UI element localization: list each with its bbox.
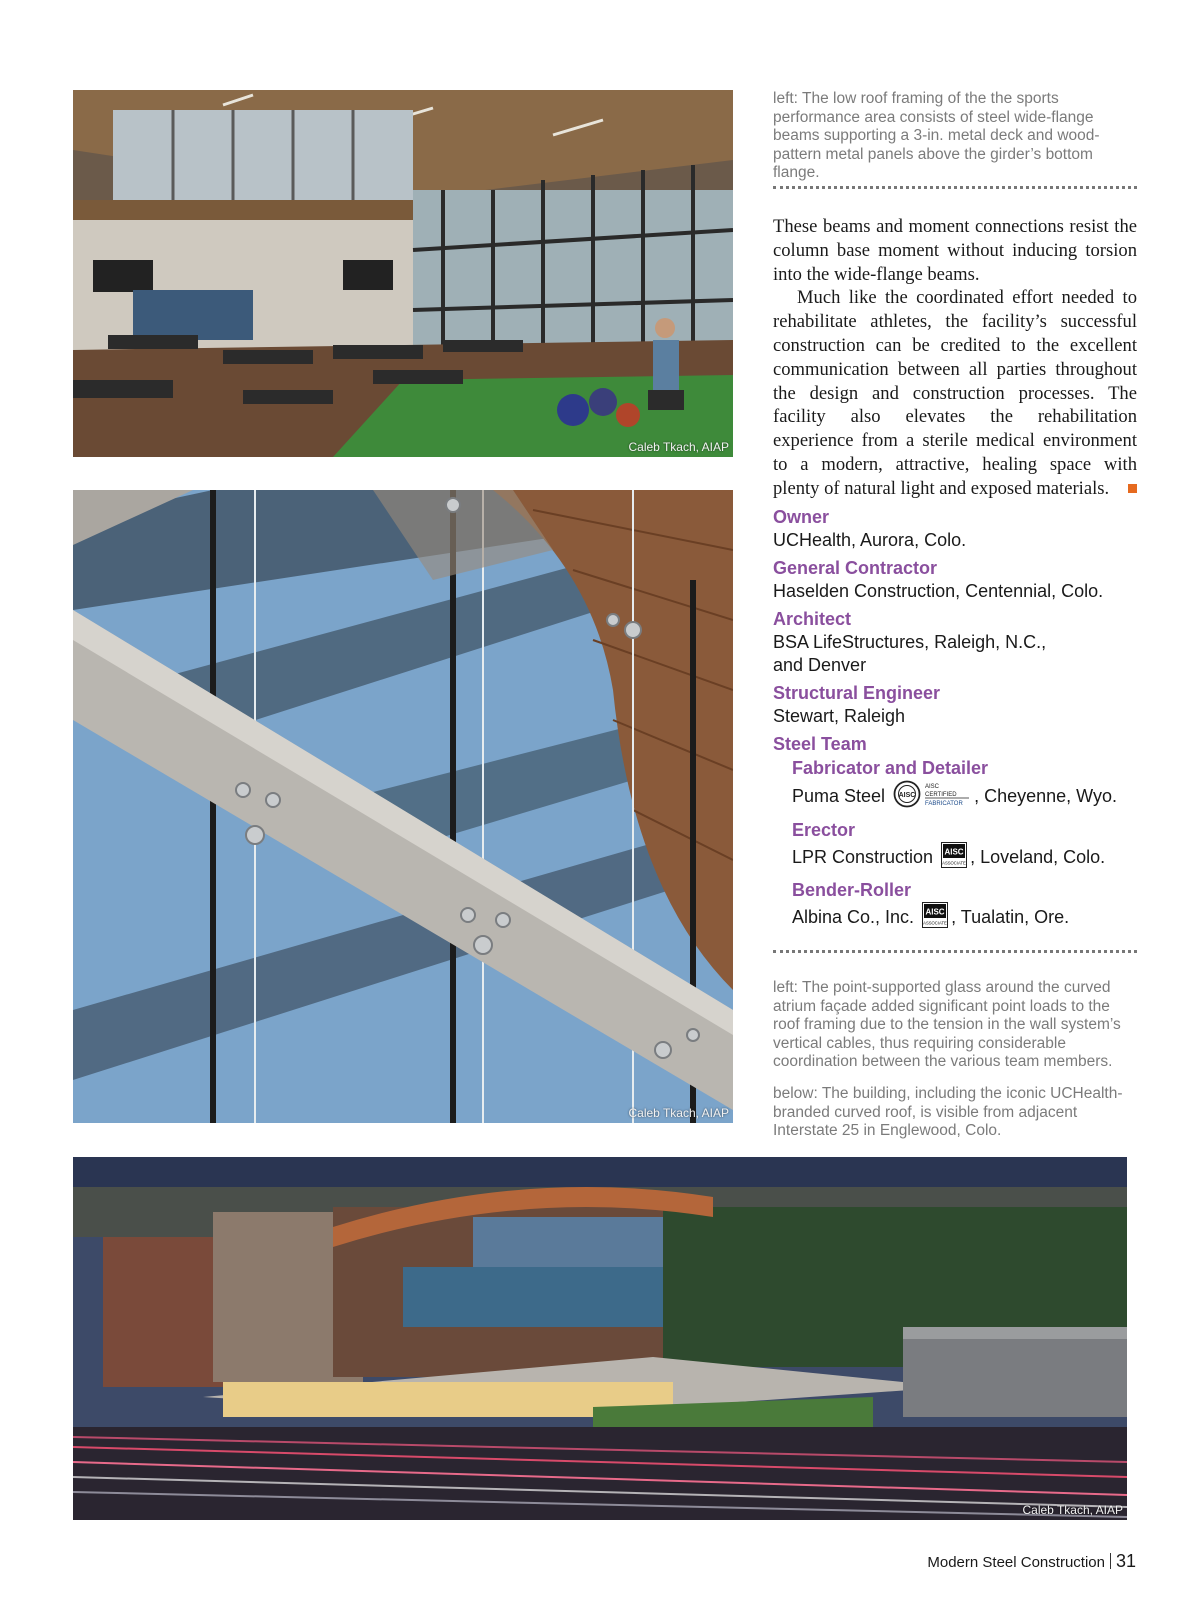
role-label: Steel Team	[773, 734, 867, 754]
team-member	[792, 780, 1153, 814]
page-number: 31	[1115, 1551, 1136, 1571]
caption-bottom: below: The building, including the iconic UCHealth-branded curved roof, is visible from adjacent Interstate 25 in Englewood, Colo.	[773, 1085, 1123, 1139]
svg-text:ASSOCIATE: ASSOCIATE	[942, 860, 966, 866]
role-label: Architect	[773, 609, 852, 629]
project-team	[773, 506, 1153, 939]
company-name: LPR Construction	[792, 846, 934, 867]
team-member-line: BSA LifeStructures, Raleigh, N.C.,	[773, 632, 1047, 652]
team-member: UCHealth, Aurora, Colo.	[773, 530, 967, 550]
role-label: Owner	[773, 507, 830, 527]
svg-text:AISC: AISC	[898, 792, 916, 799]
company-location: , Loveland, Colo.	[970, 846, 1106, 867]
aisc-associate-icon	[922, 902, 948, 928]
aisc-certified-fabricator-badge	[893, 780, 971, 814]
footer-separator	[1110, 1553, 1111, 1569]
caption-top: left: The low roof framing of the the sports performance area consists of steel wide-flange beams supporting a 3-in. metal deck and wood-pattern metal panels above the girder’s bottom flange.	[773, 90, 1100, 181]
page-footer	[927, 1551, 1136, 1572]
photo-credit: Caleb Tkach, AIAP	[628, 440, 729, 454]
svg-text:CERTIFIED: CERTIFIED	[925, 792, 957, 798]
caption-middle: left: The point-supported glass around the curved atrium façade added significant point loads to the roof framing due to the tension in the wall system’s vertical cables, thus requiring considerable coordination between the various team members.	[773, 979, 1121, 1070]
team-member: Haselden Construction, Centennial, Colo.	[773, 581, 1104, 601]
steel-team	[773, 757, 1153, 934]
role-label: General Contractor	[773, 558, 938, 578]
company-name: Albina Co., Inc.	[792, 906, 915, 927]
role-label: Structural Engineer	[773, 683, 941, 703]
svg-text:FABRICATOR: FABRICATOR	[925, 801, 963, 807]
svg-text:AISC: AISC	[925, 907, 945, 917]
photo-sports-performance-area	[73, 90, 733, 457]
paragraph: These beams and moment connections resist the column base moment without inducing torsion into the wide-flange beams.	[773, 216, 1137, 285]
role-label: Fabricator and Detailer	[792, 758, 989, 778]
photo-point-supported-glass	[73, 490, 733, 1123]
role-label: Erector	[792, 820, 856, 840]
article-body	[773, 215, 1137, 501]
divider-dotted	[773, 186, 1137, 189]
glass-facade-illustration	[73, 490, 733, 1123]
paragraph	[773, 286, 1137, 500]
divider-dotted	[773, 950, 1137, 953]
photo-credit: Caleb Tkach, AIAP	[1022, 1503, 1123, 1517]
exterior-photo-illustration	[73, 1157, 1127, 1520]
publication-name: Modern Steel Construction	[927, 1554, 1105, 1571]
photo-credit: Caleb Tkach, AIAP	[628, 1106, 729, 1120]
role-label: Bender-Roller	[792, 880, 912, 900]
end-of-article-mark	[1128, 484, 1137, 493]
svg-text:AISC: AISC	[925, 784, 940, 790]
interior-photo-illustration	[73, 90, 733, 457]
team-member: Stewart, Raleigh	[773, 706, 906, 726]
team-member	[792, 842, 1153, 874]
team-member-line: and Denver	[773, 655, 867, 675]
svg-text:AISC: AISC	[944, 847, 964, 857]
svg-text:ASSOCIATE: ASSOCIATE	[923, 920, 947, 926]
paragraph-text: Much like the coordinated effort needed to rehabilitate athletes, the facility’s successful construction can be credited to the excellent communication between all parties throughout the design and construction processes. The facility also elevates the rehabilitation experience from a sterile medical environment to a modern, attractive, healing space with plenty of natural light and exposed materials.	[773, 287, 1137, 499]
photo-building-exterior	[73, 1157, 1127, 1520]
aisc-seal-icon	[893, 780, 971, 808]
company-location: , Cheyenne, Wyo.	[974, 785, 1117, 806]
team-member	[792, 902, 1153, 934]
company-location: , Tualatin, Ore.	[951, 906, 1070, 927]
aisc-associate-badge	[922, 902, 948, 934]
aisc-associate-badge	[941, 842, 967, 874]
company-name: Puma Steel	[792, 785, 886, 806]
aisc-associate-icon	[941, 842, 967, 868]
team-member	[773, 631, 1153, 677]
